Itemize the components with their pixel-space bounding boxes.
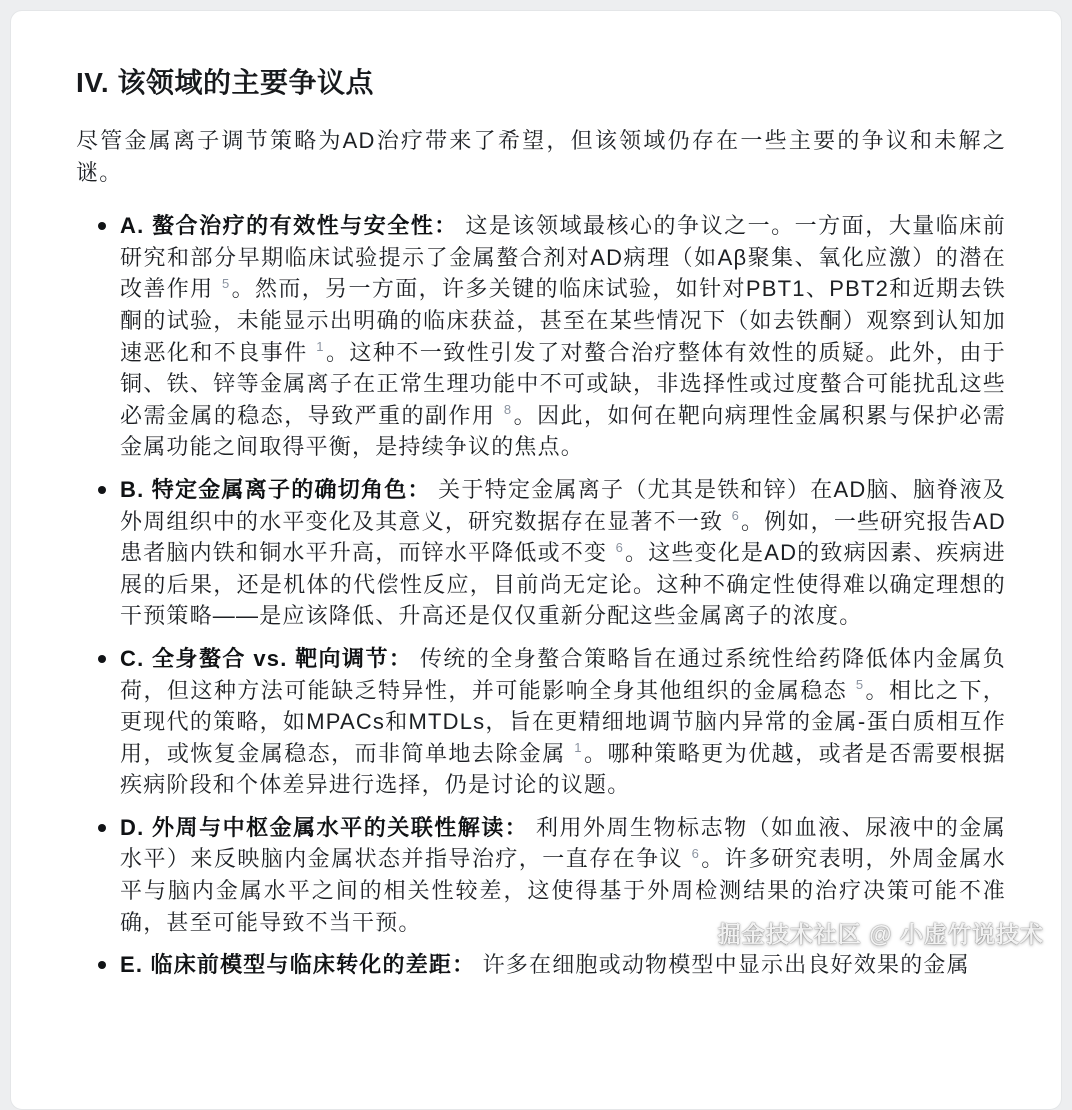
bullet-label: E. 临床前模型与临床转化的差距： xyxy=(120,952,476,978)
list-item: A. 螯合治疗的有效性与安全性： 这是该领域最核心的争议之一。一方面，大量临床前研究和部分早期临床试验提示了金属螯合剂对AD病理（如Aβ聚集、氧化应激）的潜在改善作用 $^5$。然而，另一方面，许多关键的临床试验，如针对PBT1、PBT2和近期去铁酮的试验，未能显示出明确的临床获益，甚至在某些情况下（如去铁酮）观察到认知加速恶化和不良事件 $^1$。这种不一致性引发了对螯合治疗整体有效性的质疑。此外，由于铜、铁、锌等金属离子在正常生理功能中不可或缺，非选择性或过度螯合可能扰乱这些必需金属的稳态，导致严重的副作用 $^8$。因此，如何在靶向病理性金属积累与保护必需金属功能之间取得平衡，是持续争议的焦点。 xyxy=(98,210,1006,463)
section-heading: IV. 该领域的主要争议点 xyxy=(76,67,374,98)
citation-reference[interactable]: 6 xyxy=(691,846,701,862)
controversy-list xyxy=(76,210,1006,981)
list-item: C. 全身螯合 vs. 靶向调节： 传统的全身螯合策略旨在通过系统性给药降低体内金属负荷，但这种方法可能缺乏特异性，并可能影响全身其他组织的金属稳态 $^5$。相比之下，更现代的策略，如MPACs和MTDLs，旨在更精细地调节脑内异常的金属-蛋白质相互作用，或恢复金属稳态，而非简单地去除金属 $^1$。哪种策略更为优越，或者是否需要根据疾病阶段和个体差异进行选择，仍是讨论的议题。 xyxy=(98,643,1006,801)
bullet-label: B. 特定金属离子的确切角色： xyxy=(120,476,431,502)
list-item: D. 外周与中枢金属水平的关联性解读： 利用外周生物标志物（如血液、尿液中的金属水平）来反映脑内金属状态并指导治疗，一直存在争议 $^6$。许多研究表明，外周金属水平与脑内金属水平之间的相关性较差，这使得基于外周检测结果的治疗决策可能不准确，甚至可能导致不当干预。 xyxy=(98,812,1006,938)
citation-reference[interactable]: 8 xyxy=(503,402,513,418)
list-item: E. 临床前模型与临床转化的差距： 许多在细胞或动物模型中显示出良好效果的金属 xyxy=(98,949,1006,981)
list-item: B. 特定金属离子的确切角色： 关于特定金属离子（尤其是铁和锌）在AD脑、脑脊液及外周组织中的水平变化及其意义，研究数据存在显著不一致 $^6$。例如，一些研究报告AD患者脑内铁和铜水平升高，而锌水平降低或不变 $^6$。这些变化是AD的致病因素、疾病进展的后果，还是机体的代偿性反应，目前尚无定论。这种不确定性使得难以确定理想的干预策略——是应该降低、升高还是仅仅重新分配这些金属离子的浓度。 xyxy=(98,474,1006,632)
citation-reference[interactable]: 5 xyxy=(855,677,865,693)
bullet-label: D. 外周与中枢金属水平的关联性解读： xyxy=(120,814,529,840)
bullet-label: C. 全身螯合 vs. 靶向调节： xyxy=(120,645,413,671)
citation-reference[interactable]: 6 xyxy=(615,539,624,555)
citation-reference[interactable]: 1 xyxy=(316,339,325,355)
citation-reference[interactable]: 5 xyxy=(222,276,231,292)
intro-paragraph: 尽管金属离子调节策略为AD治疗带来了希望，但该领域仍存在一些主要的争议和未解之谜。 xyxy=(76,128,1006,185)
citation-reference[interactable]: 1 xyxy=(574,740,583,756)
document-card xyxy=(10,10,1062,1110)
bullet-label: A. 螯合治疗的有效性与安全性： xyxy=(120,213,458,239)
citation-reference[interactable]: 6 xyxy=(731,508,741,524)
watermark: 掘金技术社区 @ 小虚竹说技术 xyxy=(717,921,1044,947)
